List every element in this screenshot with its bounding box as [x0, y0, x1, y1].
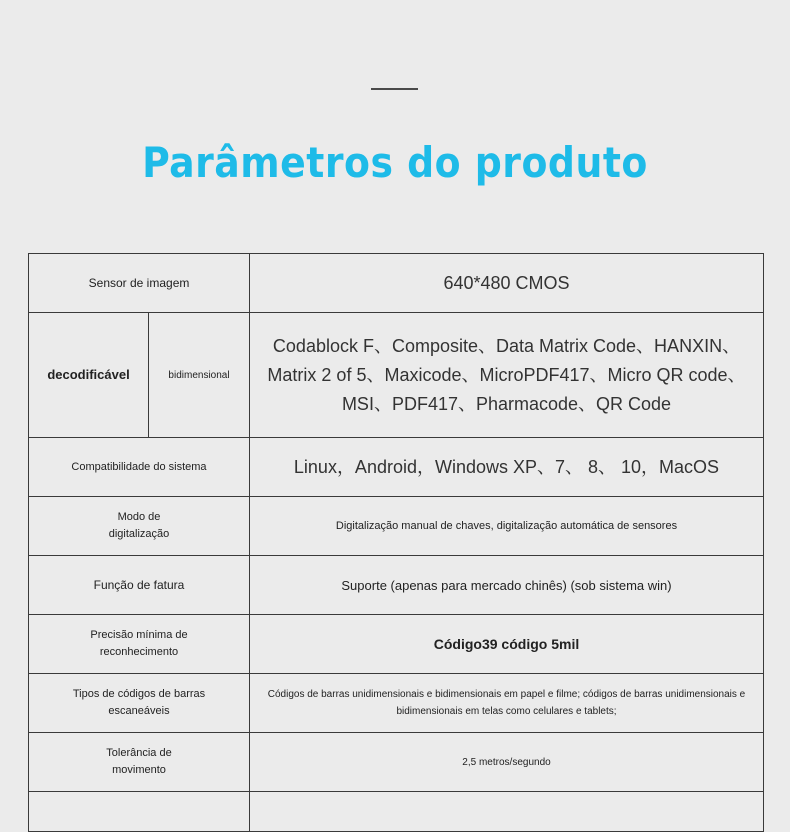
table-row	[29, 733, 764, 792]
row-label: Tipos de códigos de barras escaneáveis	[29, 674, 250, 733]
row-sublabel: bidimensional	[149, 313, 250, 438]
table-row	[29, 556, 764, 615]
row-value: Código39 código 5mil	[250, 615, 764, 674]
row-label: decodificável	[29, 313, 149, 438]
row-value: 2,5 metros/segundo	[250, 733, 764, 792]
decorative-divider	[371, 88, 418, 90]
row-value: Digitalização manual de chaves, digitalização automática de sensores	[250, 497, 764, 556]
row-label: Função de fatura	[29, 556, 250, 615]
row-value: Linux，Android，Windows XP、7、 8、 10，MacOS	[250, 438, 764, 497]
row-label: Sensor de imagem	[29, 254, 250, 313]
row-label: Precisão mínima de reconhecimento	[29, 615, 250, 674]
row-value	[250, 792, 764, 832]
table-row	[29, 792, 764, 832]
table-row	[29, 313, 764, 438]
spec-table	[28, 253, 764, 832]
row-value: Suporte (apenas para mercado chinês) (sob sistema win)	[250, 556, 764, 615]
row-label: Tolerância de movimento	[29, 733, 250, 792]
row-label	[29, 792, 250, 832]
row-label: Compatibilidade do sistema	[29, 438, 250, 497]
table-row	[29, 497, 764, 556]
row-label: Modo de digitalização	[29, 497, 250, 556]
table-row	[29, 615, 764, 674]
table-row	[29, 674, 764, 733]
row-value: Codablock F、Composite、Data Matrix Code、HANXIN、Matrix 2 of 5、Maxicode、MicroPDF417、Micro QR code、MSI、PDF417、Pharmacode、QR Code	[250, 313, 764, 438]
page-title: Parâmetros do produto	[142, 138, 648, 187]
row-value: 640*480 CMOS	[250, 254, 764, 313]
table-row	[29, 254, 764, 313]
table-row	[29, 438, 764, 497]
row-value: Códigos de barras unidimensionais e bidimensionais em papel e filme; códigos de barras unidimensionais e bidimensionais em telas como celulares e tablets;	[250, 674, 764, 733]
